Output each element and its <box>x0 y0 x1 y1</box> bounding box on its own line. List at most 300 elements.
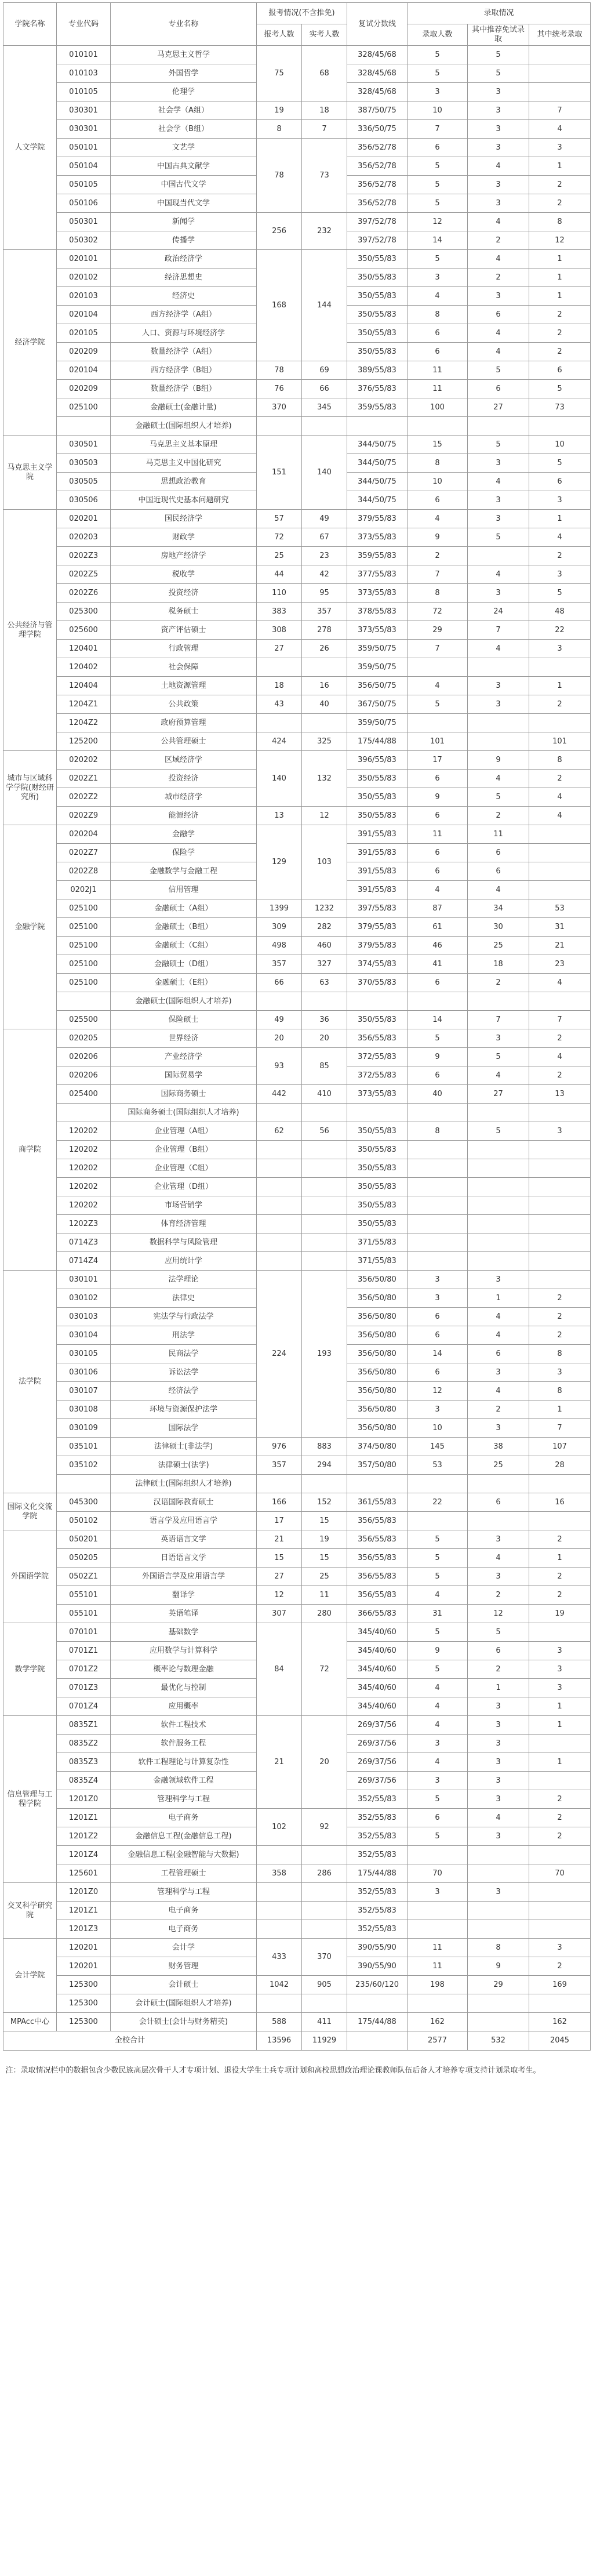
cell-major-code: 1201Z1 <box>57 1809 111 1827</box>
cell-cutoff: 359/50/75 <box>347 714 408 732</box>
cell-recommended: 2 <box>468 1586 529 1605</box>
cell-admitted: 11 <box>408 1939 468 1957</box>
table-row <box>3 695 591 714</box>
cell-unified <box>529 1196 591 1215</box>
table-row <box>3 584 591 603</box>
cell-cutoff: 352/55/83 <box>347 1827 408 1846</box>
cell-recommended: 5 <box>468 788 529 807</box>
cell-major-name: 软件服务工程 <box>111 1735 257 1753</box>
cell-recommended: 8 <box>468 1939 529 1957</box>
cell-examinees <box>302 1215 347 1233</box>
cell-cutoff: 356/55/83 <box>347 1512 408 1530</box>
cell-unified <box>529 1104 591 1122</box>
cell-unified: 2 <box>529 1568 591 1586</box>
cell-major-code: 030101 <box>57 1271 111 1289</box>
table-row <box>3 1809 591 1827</box>
cell-applicants <box>257 1141 302 1159</box>
cell-examinees: 42 <box>302 565 347 584</box>
cell-major-name: 财政学 <box>111 528 257 547</box>
cell-major-code: 1201Z0 <box>57 1790 111 1809</box>
cell-examinees: 95 <box>302 584 347 603</box>
cell-cutoff: 370/55/83 <box>347 974 408 992</box>
cell-cutoff: 379/55/83 <box>347 937 408 955</box>
table-row <box>3 1605 591 1623</box>
cell-college: 经济学院 <box>3 250 57 436</box>
cell-major-name: 汉语国际教育硕士 <box>111 1493 257 1512</box>
table-row <box>3 213 591 231</box>
cell-admitted: 6 <box>408 862 468 881</box>
cell-examinees: 883 <box>302 1438 347 1456</box>
cell-major-name: 外国语言学及应用语言学 <box>111 1568 257 1586</box>
table-row <box>3 751 591 770</box>
cell-applicants: 424 <box>257 732 302 751</box>
cell-recommended: 5 <box>468 46 529 64</box>
cell-admitted: 17 <box>408 751 468 770</box>
cell-recommended: 3 <box>468 176 529 194</box>
cell-applicants: 57 <box>257 510 302 528</box>
cell-major-name: 金融学 <box>111 825 257 844</box>
cell-admitted: 5 <box>408 250 468 269</box>
cell-admitted: 70 <box>408 1864 468 1883</box>
cell-unified: 5 <box>529 584 591 603</box>
cell-applicants: 27 <box>257 640 302 658</box>
cell-unified <box>529 1271 591 1289</box>
table-row <box>3 955 591 974</box>
cell-cutoff: 373/55/83 <box>347 621 408 640</box>
cell-cutoff: 391/55/83 <box>347 862 408 881</box>
cell-recommended: 12 <box>468 1605 529 1623</box>
cell-cutoff: 344/50/75 <box>347 491 408 510</box>
cell-admitted: 7 <box>408 565 468 584</box>
cell-recommended: 3 <box>468 120 529 139</box>
cell-major-name: 保险硕士 <box>111 1011 257 1029</box>
cell-unified <box>529 862 591 881</box>
cell-cutoff <box>347 1994 408 2013</box>
cell-admitted: 4 <box>408 1716 468 1735</box>
cell-major-name: 法学理论 <box>111 1271 257 1289</box>
cell-admitted: 6 <box>408 1326 468 1345</box>
cell-unified <box>529 1883 591 1902</box>
cell-major-code: 025500 <box>57 1011 111 1029</box>
cell-admitted: 4 <box>408 677 468 695</box>
cell-major-name: 法律硕士(非法学) <box>111 1438 257 1456</box>
cell-recommended: 4 <box>468 250 529 269</box>
cell-major-code: 0835Z1 <box>57 1716 111 1735</box>
table-row <box>3 1196 591 1215</box>
cell-admitted: 10 <box>408 473 468 491</box>
cell-admitted: 14 <box>408 1011 468 1029</box>
cell-major-name: 宪法学与行政法学 <box>111 1308 257 1326</box>
cell-recommended <box>468 2013 529 2031</box>
cell-admitted: 15 <box>408 436 468 454</box>
cell-applicants <box>257 714 302 732</box>
table-row <box>3 510 591 528</box>
cell-major-name: 刑法学 <box>111 1326 257 1345</box>
cell-recommended: 3 <box>468 1827 529 1846</box>
cell-recommended <box>468 1178 529 1196</box>
cell-admitted: 8 <box>408 454 468 473</box>
cell-major-code: 020104 <box>57 361 111 380</box>
cell-recommended: 4 <box>468 770 529 788</box>
cell-unified <box>529 844 591 862</box>
cell-applicants <box>257 992 302 1011</box>
cell-cutoff: 366/55/83 <box>347 1605 408 1623</box>
cell-major-code: 050102 <box>57 1512 111 1530</box>
cell-major-name: 信用管理 <box>111 881 257 899</box>
cell-admitted: 4 <box>408 1586 468 1605</box>
cell-examinees: 7 <box>302 120 347 139</box>
cell-cutoff: 356/50/80 <box>347 1345 408 1363</box>
table-row <box>3 2013 591 2031</box>
cell-examinees: 15 <box>302 1512 347 1530</box>
cell-major-name: 政治经济学 <box>111 250 257 269</box>
cell-examinees: 410 <box>302 1085 347 1104</box>
cell-admitted <box>408 1512 468 1530</box>
cell-admitted: 2 <box>408 547 468 565</box>
cell-cutoff: 374/55/83 <box>347 955 408 974</box>
cell-major-name: 中国现当代文学 <box>111 194 257 213</box>
cell-admitted: 11 <box>408 361 468 380</box>
cell-recommended <box>468 1846 529 1864</box>
table-row <box>3 1994 591 2013</box>
cell-major-code: 125601 <box>57 1864 111 1883</box>
cell-major-code: 0835Z4 <box>57 1772 111 1790</box>
cell-cutoff: 356/55/83 <box>347 1586 408 1605</box>
cell-recommended: 3 <box>468 1716 529 1735</box>
cell-recommended: 3 <box>468 287 529 306</box>
cell-applicants: 18 <box>257 677 302 695</box>
cell-admitted: 5 <box>408 194 468 213</box>
cell-cutoff: 391/55/83 <box>347 825 408 844</box>
cell-recommended: 6 <box>468 380 529 398</box>
cell-unified: 2 <box>529 306 591 324</box>
cell-unified <box>529 1141 591 1159</box>
cell-examinees: 370 <box>302 1939 347 1976</box>
cell-examinees: 20 <box>302 1029 347 1048</box>
cell-cutoff <box>347 1475 408 1493</box>
cell-unified: 2 <box>529 1530 591 1549</box>
cell-major-code: 0714Z3 <box>57 1233 111 1252</box>
cell-unified: 1 <box>529 1549 591 1568</box>
cell-major-code: 1201Z3 <box>57 1920 111 1939</box>
cell-admitted <box>408 992 468 1011</box>
cell-cutoff: 356/50/80 <box>347 1401 408 1419</box>
cell-unified: 1 <box>529 269 591 287</box>
cell-unified <box>529 1735 591 1753</box>
table-row <box>3 1011 591 1029</box>
cell-major-name: 产业经济学 <box>111 1048 257 1066</box>
table-row <box>3 1252 591 1271</box>
cell-major-code: 020105 <box>57 324 111 343</box>
cell-examinees: 36 <box>302 1011 347 1029</box>
cell-applicants <box>257 1902 302 1920</box>
cell-applicants <box>257 1994 302 2013</box>
cell-cutoff: 359/50/75 <box>347 658 408 677</box>
cell-unified: 8 <box>529 213 591 231</box>
cell-examinees: 73 <box>302 139 347 213</box>
cell-examinees: 286 <box>302 1864 347 1883</box>
cell-examinees <box>302 1994 347 2013</box>
cell-major-name: 西方经济学（B组） <box>111 361 257 380</box>
table-row <box>3 918 591 937</box>
cell-major-code: 125300 <box>57 1994 111 2013</box>
cell-major-code: 030503 <box>57 454 111 473</box>
cell-unified <box>529 1772 591 1790</box>
cell-unified <box>529 825 591 844</box>
cell-examinees: 20 <box>302 1716 347 1809</box>
cell-applicants: 93 <box>257 1048 302 1085</box>
col-header-major-name: 专业名称 <box>111 3 257 46</box>
cell-major-name: 日语语言文学 <box>111 1549 257 1568</box>
cell-applicants: 20 <box>257 1029 302 1048</box>
cell-recommended <box>468 1196 529 1215</box>
cell-unified: 2 <box>529 695 591 714</box>
cell-unified: 12 <box>529 231 591 250</box>
cell-applicants: 357 <box>257 955 302 974</box>
cell-examinees: 85 <box>302 1048 347 1085</box>
cell-cutoff: 328/45/68 <box>347 46 408 64</box>
cell-unified: 2 <box>529 1957 591 1976</box>
table-row <box>3 1475 591 1493</box>
admission-table <box>3 2 591 2091</box>
cell-examinees: 63 <box>302 974 347 992</box>
cell-major-code: 0835Z2 <box>57 1735 111 1753</box>
cell-unified: 1 <box>529 1753 591 1772</box>
cell-unified: 4 <box>529 974 591 992</box>
cell-applicants: 27 <box>257 1568 302 1586</box>
cell-admitted <box>408 1846 468 1864</box>
cell-unified: 4 <box>529 788 591 807</box>
cell-recommended: 4 <box>468 343 529 361</box>
cell-recommended: 3 <box>468 1271 529 1289</box>
cell-major-name: 企业管理（C组） <box>111 1159 257 1178</box>
cell-major-code: 025100 <box>57 899 111 918</box>
cell-major-name: 投资经济 <box>111 770 257 788</box>
cell-unified: 2 <box>529 547 591 565</box>
cell-major-name: 金融硕士（D组） <box>111 955 257 974</box>
cell-major-code: 1202Z3 <box>57 1215 111 1233</box>
cell-applicants: 43 <box>257 695 302 714</box>
cell-admitted: 8 <box>408 584 468 603</box>
cell-cutoff <box>347 1104 408 1122</box>
cell-applicants: 308 <box>257 621 302 640</box>
cell-cutoff: 350/55/83 <box>347 1159 408 1178</box>
cell-admitted: 10 <box>408 1419 468 1438</box>
cell-admitted: 6 <box>408 1363 468 1382</box>
cell-examinees: 152 <box>302 1493 347 1512</box>
cell-major-name: 保险学 <box>111 844 257 862</box>
cell-major-code: 030105 <box>57 1345 111 1363</box>
cell-recommended: 3 <box>468 510 529 528</box>
table-row <box>3 1568 591 1586</box>
cell-major-name: 金融信息工程(金融智能与大数据) <box>111 1846 257 1864</box>
col-header-admitted: 录取人数 <box>408 24 468 46</box>
cell-recommended: 3 <box>468 1753 529 1772</box>
cell-unified: 169 <box>529 1976 591 1994</box>
cell-major-name: 企业管理（A组） <box>111 1122 257 1141</box>
cell-major-name: 会计硕士(国际组织人才培养) <box>111 1994 257 2013</box>
cell-unified: 2 <box>529 343 591 361</box>
cell-major-code <box>57 1104 111 1122</box>
cell-examinees: 144 <box>302 250 347 361</box>
cell-cutoff: 269/37/56 <box>347 1735 408 1753</box>
cell-major-name: 公共政策 <box>111 695 257 714</box>
cell-cutoff: 269/37/56 <box>347 1716 408 1735</box>
cell-applicants: 357 <box>257 1456 302 1475</box>
cell-recommended <box>468 714 529 732</box>
cell-major-code: 030104 <box>57 1326 111 1345</box>
cell-unified: 107 <box>529 1438 591 1456</box>
table-row <box>3 1159 591 1178</box>
cell-admitted: 14 <box>408 1345 468 1363</box>
cell-unified <box>529 1902 591 1920</box>
cell-applicants: 21 <box>257 1716 302 1809</box>
cell-cutoff: 350/55/83 <box>347 788 408 807</box>
cell-cutoff: 372/55/83 <box>347 1066 408 1085</box>
cell-major-code: 1204Z1 <box>57 695 111 714</box>
cell-major-code: 020102 <box>57 269 111 287</box>
cell-major-name: 财务管理 <box>111 1957 257 1976</box>
cell-admitted: 5 <box>408 1660 468 1679</box>
table-row <box>3 621 591 640</box>
cell-major-code: 050105 <box>57 176 111 194</box>
cell-college: 国际文化交流学院 <box>3 1493 57 1530</box>
cell-unified <box>529 714 591 732</box>
cell-recommended <box>468 1104 529 1122</box>
cell-cutoff: 269/37/56 <box>347 1753 408 1772</box>
cell-major-code: 120202 <box>57 1122 111 1141</box>
cell-admitted <box>408 1475 468 1493</box>
cell-cutoff: 356/52/78 <box>347 157 408 176</box>
cell-major-code: 0202Z3 <box>57 547 111 565</box>
cell-unified: 5 <box>529 454 591 473</box>
cell-applicants: 151 <box>257 436 302 510</box>
cell-cutoff: 352/55/83 <box>347 1902 408 1920</box>
cell-major-name: 管理科学与工程 <box>111 1883 257 1902</box>
cell-admitted: 5 <box>408 1568 468 1586</box>
table-row <box>3 1178 591 1196</box>
cell-cutoff: 374/50/80 <box>347 1438 408 1456</box>
cell-recommended: 3 <box>468 695 529 714</box>
cell-college: 金融学院 <box>3 825 57 1029</box>
cell-recommended: 5 <box>468 1122 529 1141</box>
table-row <box>3 1939 591 1957</box>
table-row <box>3 1085 591 1104</box>
cell-admitted: 6 <box>408 974 468 992</box>
col-header-examinees: 实考人数 <box>302 24 347 46</box>
cell-admitted: 6 <box>408 1809 468 1827</box>
cell-unified <box>529 1846 591 1864</box>
cell-unified <box>529 46 591 64</box>
cell-unified: 7 <box>529 101 591 120</box>
cell-major-name: 政府预算管理 <box>111 714 257 732</box>
cell-cutoff <box>347 992 408 1011</box>
cell-examinees: 49 <box>302 510 347 528</box>
cell-cutoff: 350/55/83 <box>347 250 408 269</box>
cell-major-code: 025100 <box>57 937 111 955</box>
cell-admitted <box>408 1196 468 1215</box>
cell-major-name: 人口、资源与环境经济学 <box>111 324 257 343</box>
cell-admitted: 72 <box>408 603 468 621</box>
cell-recommended: 3 <box>468 1790 529 1809</box>
cell-unified: 101 <box>529 732 591 751</box>
cell-examinees: 40 <box>302 695 347 714</box>
cell-recommended: 24 <box>468 603 529 621</box>
cell-major-code: 020206 <box>57 1066 111 1085</box>
cell-major-name: 金融硕士（E组） <box>111 974 257 992</box>
cell-examinees: 12 <box>302 807 347 825</box>
cell-examinees <box>302 1846 347 1864</box>
cell-major-name: 思想政治教育 <box>111 473 257 491</box>
cell-cutoff: 352/55/83 <box>347 1846 408 1864</box>
cell-admitted: 3 <box>408 1289 468 1308</box>
cell-applicants: 110 <box>257 584 302 603</box>
cell-recommended <box>468 992 529 1011</box>
cell-major-code: 0701Z2 <box>57 1660 111 1679</box>
cell-major-name: 中国古代文学 <box>111 176 257 194</box>
cell-major-name: 马克思主义中国化研究 <box>111 454 257 473</box>
cell-recommended <box>468 1215 529 1233</box>
cell-unified: 23 <box>529 955 591 974</box>
cell-major-name: 资产评估硕士 <box>111 621 257 640</box>
cell-cutoff: 350/55/83 <box>347 287 408 306</box>
cell-admitted: 40 <box>408 1085 468 1104</box>
cell-major-name: 英语笔译 <box>111 1605 257 1623</box>
cell-major-name: 国际法学 <box>111 1419 257 1438</box>
cell-recommended: 4 <box>468 1382 529 1401</box>
cell-major-code: 025100 <box>57 918 111 937</box>
cell-major-name: 数据科学与风险管理 <box>111 1233 257 1252</box>
cell-recommended: 1 <box>468 1679 529 1697</box>
cell-major-name: 外国哲学 <box>111 64 257 83</box>
cell-unified: 16 <box>529 1493 591 1512</box>
cell-applicants: 433 <box>257 1939 302 1976</box>
cell-admitted <box>408 1994 468 2013</box>
cell-cutoff: 350/55/83 <box>347 1178 408 1196</box>
cell-applicants <box>257 1475 302 1493</box>
cell-recommended: 3 <box>468 101 529 120</box>
cell-applicants: 256 <box>257 213 302 250</box>
cell-college: 城市与区域科学学院(财经研究所) <box>3 751 57 825</box>
cell-admitted: 41 <box>408 955 468 974</box>
cell-recommended: 6 <box>468 1493 529 1512</box>
table-row <box>3 1623 591 1642</box>
cell-cutoff: 350/55/83 <box>347 1215 408 1233</box>
cell-cutoff: 367/50/75 <box>347 695 408 714</box>
cell-major-code: 035101 <box>57 1438 111 1456</box>
cell-admitted: 198 <box>408 1976 468 1994</box>
table-row <box>3 1976 591 1994</box>
cell-major-code: 0701Z3 <box>57 1679 111 1697</box>
cell-cutoff: 352/55/83 <box>347 1809 408 1827</box>
total-unified: 2045 <box>529 2031 591 2051</box>
cell-admitted: 6 <box>408 491 468 510</box>
cell-major-name: 文艺学 <box>111 139 257 157</box>
cell-unified: 5 <box>529 380 591 398</box>
cell-cutoff: 350/55/83 <box>347 1011 408 1029</box>
cell-major-code: 025400 <box>57 1085 111 1104</box>
cell-examinees: 103 <box>302 825 347 899</box>
cell-recommended: 3 <box>468 1883 529 1902</box>
cell-cutoff: 377/55/83 <box>347 565 408 584</box>
cell-major-code: 050301 <box>57 213 111 231</box>
table-row <box>3 101 591 120</box>
cell-admitted: 7 <box>408 120 468 139</box>
cell-admitted: 12 <box>408 1382 468 1401</box>
cell-cutoff: 389/55/83 <box>347 361 408 380</box>
cell-major-name: 社会保障 <box>111 658 257 677</box>
cell-admitted: 11 <box>408 1957 468 1976</box>
